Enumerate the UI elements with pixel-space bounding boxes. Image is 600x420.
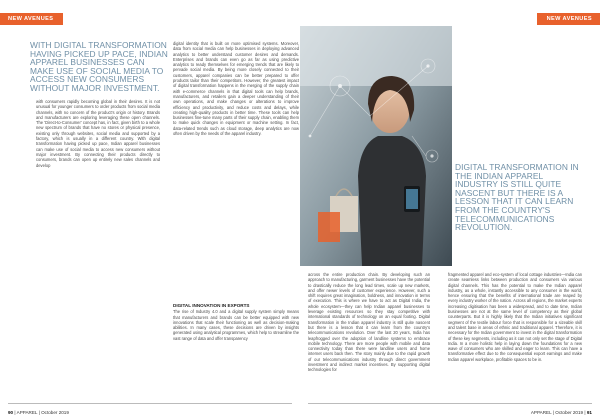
body-column <box>448 272 582 362</box>
footer: 90 | APPAREL | October 2019 <box>8 410 69 415</box>
body-column <box>173 41 299 136</box>
section-tab: NEW AVENUES <box>0 13 63 25</box>
body-text: with consumers rapidly becoming global in their desires. It is not unusual for younger consumers to order products from social media channels, with no concern of the product's origin or history. Brands and manufacturers are exploring leveraging these open channels. The 'Direct-to-Consumer' concept has, in fact, given birth to a whole new spectrum of brands that have no stores or physical presence, existing only through websites, social media and supported by a factory, which is usually in a different country. With digital transformation having picked up pace, Indian apparel businesses can make use of social media to access new consumers without major investment. By connecting their products directly to consumers, brands can open up entirely new sales channels and develop <box>36 99 160 168</box>
issue-date: October 2019 <box>41 410 69 415</box>
section-tab: NEW AVENUES <box>537 13 600 25</box>
section-subhead: DIGITAL INNOVATION IN EXPORTS <box>173 303 250 308</box>
magazine-name: APPAREL <box>530 410 552 415</box>
magazine-name: APPAREL <box>16 410 38 415</box>
body-text: digital identity that is built on more optimised systems. Moreover, data from social media can help businesses in deploying advanced analytics to better understand customer desires and demands. Enterprises and brands can even go as far as using predictive analytics to ready themselves for emerging trends that are likely to pervade social media. By being more closely connected to their customers, apparel companies can be better prepared to offer products tailor than their competitors. However, the greatest impact of digital transformation happens in the merging of the supply chain with e-commerce channels in that digital tools can help brands, manufacturers, and retailers gain a deeper understanding of their own operations, and make changes or alterations to improve efficiency and productivity, and reduce costs and delays, while creating high-quality products in better time. These tools can help businesses fine-tune many parts of their supply chain, enabling them to make quick changes in equipment or machine setting. In fact, data-related trends such as cloud storage, deep analytics are now often driven by the needs of the apparel industry. <box>173 41 299 137</box>
body-text: fragmented apparel and eco-system of local cottage industries—India can create seamless links between production and consumers via various digital channels. This has the potential to make the Indian apparel industry, as a whole, instantly accessible to any consumer in the world, hence ensuring that the benefits of international trade are reaped by every industry worker of the nation. Across all regions, the market experts increasing digitisation has been a widespread, and to date time, Indian businesses are not at the same level of competency as their global counterparts. But it is highly likely that the Indian initiatives significant segment of the textile labour force that is responsible for a sizeable skill and talent base in areas of ethnic and traditional apparel. Therefore, it is necessary for the Indian government to invest in the digital transformation of these key segments, including as it can not only set the stage of Digital India. In a more holistic help in laying down the foundations for a new wave of consumers who are skilled and eager to learn. This can have a transformative effect due to the consequential export earnings and make Indian apparel workplace, profitable spaces to be in. <box>448 272 582 362</box>
footer: APPAREL | October 2019 | 91 <box>530 410 592 415</box>
body-text: across the entire production chain. By developing such an approach to manufacturing, garment businesses have the potential to drastically reduce the long lead times, scale up new markets, and offer newer levels of customer experience. However, such a shift requires great imagination, boldness, and innovation in terms of execution. This is where we have to act as Digital India, the whole ecosystem—they can help Indian apparel businesses to leverage existing resources so they stay competitive with international standards of technology on an equal footing. Digital transformation in the Indian apparel industry is still quite nascent but there is a lesson that it can learn from the country's telecommunications revolution. Over the last 20 years, India has leapfrogged over the adoption of landline systems to embrace mobile technology. There are more people with mobile and data connectivity today than there were landline users and home internet users back then. The story mainly due to the rapid growth of our telecommunications industry through direct government investment and indirect market incentives. By supporting digital technologies for <box>308 272 430 373</box>
footer-rule <box>308 403 592 404</box>
page-number: 91 <box>586 410 592 415</box>
issue-date: October 2019 <box>555 410 584 415</box>
body-text: The rise of Industry 4.0 and a digital supply system simply means that manufacturers and brands can be better equipped with new innovations that scale their functioning as well as decision-making abilities. In many cases, these decisions are driven by insights generated using analytical programmes, which help to streamline the vast range of data and offer transparency <box>173 309 299 341</box>
pull-quote: WITH DIGITAL TRANSFORMATION HAVING PICKED UP PACE, INDIAN APPAREL BUSINESSES CAN MAKE USE OF SOCIAL MEDIA TO ACCESS NEW CONSUMERS WITHOUT MAJOR INVESTMENT. <box>30 40 168 93</box>
photo-icon <box>300 26 452 266</box>
pull-quote: DIGITAL TRANSFORMATION IN THE INDIAN APPAREL INDUSTRY IS STILL QUITE NASCENT BUT THERE IS A LESSON THAT IT CAN LEARN FROM THE COUNTRY'S TELECOMMUNICATIONS REVOLUTION. <box>455 162 579 233</box>
footer-rule <box>8 403 292 404</box>
body-column <box>173 303 299 341</box>
hero-photo <box>300 26 452 266</box>
body-column <box>36 99 160 168</box>
page-number: 90 <box>8 410 14 415</box>
body-column <box>308 272 430 373</box>
